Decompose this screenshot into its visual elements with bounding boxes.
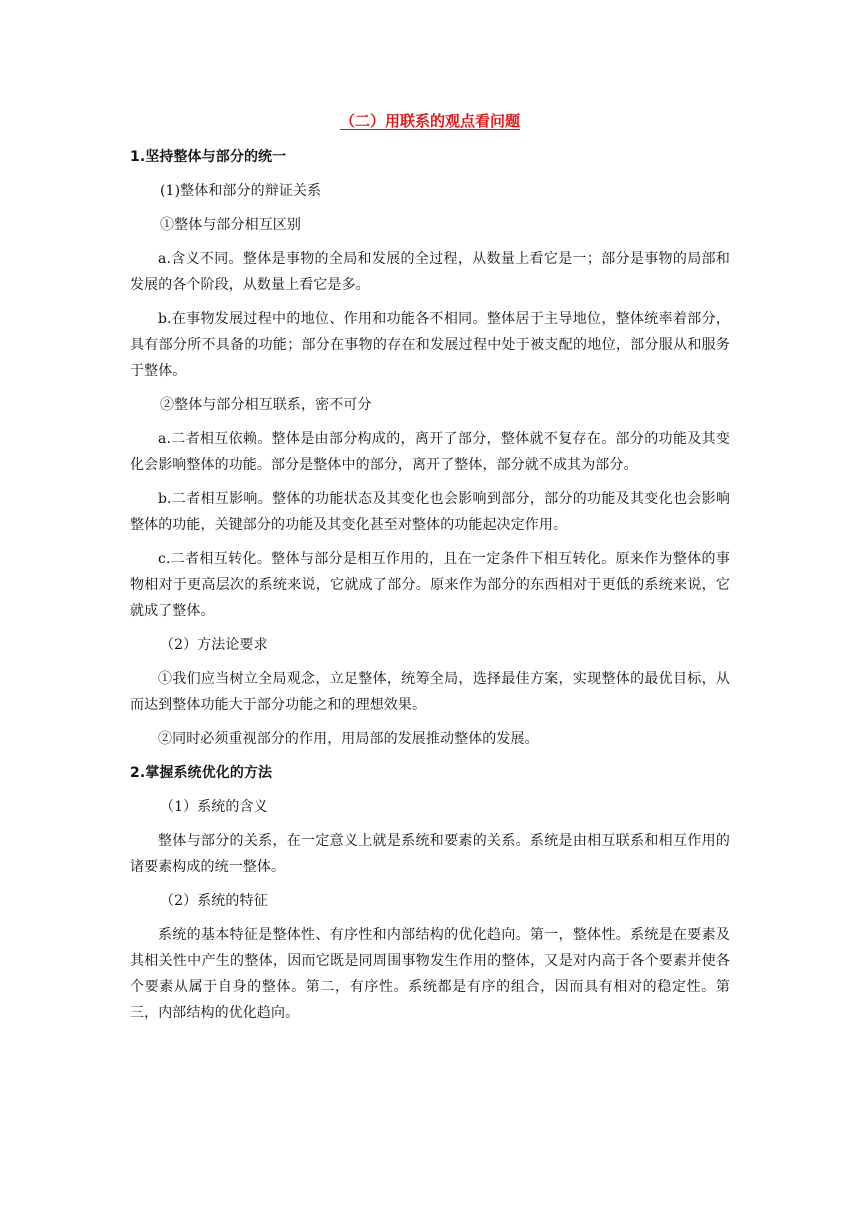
subheading-1-1: (1)整体和部分的辩证关系: [160, 183, 322, 199]
paragraph-system-features: 系统的基本特征是整体性、有序性和内部结构的优化趋向。第一，整体性。系统是在要素及其相关性中产生的整体，因而它既是同周围事物发生作用的整体，又是对内高于各个要素并使各个要素从属于自身的整体。第二，有序性。系统都是有序的组合，因而具有相对的稳定性。第三，内部结构的优化趋向。: [130, 927, 730, 1021]
point-distinction: ①整体与部分相互区别: [160, 217, 301, 233]
paragraph-method-1: ①我们应当树立全局观念，立足整体，统筹全局，选择最佳方案，实现整体的最优目标，从而达到整体功能大于部分功能之和的理想效果。: [130, 671, 730, 713]
subheading-2-1: （1）系统的含义: [160, 799, 268, 815]
point-connection: ②整体与部分相互联系，密不可分: [160, 397, 372, 413]
paragraph-role: b.在事物发展过程中的地位、作用和功能各不相同。整体居于主导地位，整体统率着部分，具有部分所不具备的功能；部分在事物的存在和发展过程中处于被支配的地位，部分服从和服务于整体。: [130, 311, 730, 379]
section-title: （二）用联系的观点看问题: [339, 112, 520, 130]
paragraph-influence: b.二者相互影响。整体的功能状态及其变化也会影响到部分，部分的功能及其变化也会影响整体的功能，关键部分的功能及其变化甚至对整体的功能起决定作用。: [130, 491, 730, 533]
document-body: [130, 144, 730, 1034]
heading-2: 2.掌握系统优化的方法: [130, 765, 273, 781]
paragraph-system-definition: 整体与部分的关系，在一定意义上就是系统和要素的关系。系统是由相互联系和相互作用的诸要素构成的统一整体。: [130, 833, 730, 875]
paragraph-method-2: ②同时必须重视部分的作用，用局部的发展推动整体的发展。: [158, 731, 539, 747]
subheading-2-2: （2）系统的特征: [160, 893, 268, 909]
paragraph-dependence: a.二者相互依赖。整体是由部分构成的，离开了部分，整体就不复存在。部分的功能及其变化会影响整体的功能。部分是整体中的部分，离开了整体，部分就不成其为部分。: [130, 431, 730, 473]
paragraph-meaning: a.含义不同。整体是事物的全局和发展的全过程，从数量上看它是一；部分是事物的局部和发展的各个阶段，从数量上看它是多。: [130, 251, 730, 293]
subheading-1-2: （2）方法论要求: [160, 637, 268, 653]
paragraph-transformation: c.二者相互转化。整体与部分是相互作用的，且在一定条件下相互转化。原来作为整体的事物相对于更高层次的系统来说，它就成了部分。原来作为部分的东西相对于更低的系统来说，它就成了整体。: [130, 551, 730, 619]
heading-1: 1.坚持整体与部分的统一: [130, 149, 287, 165]
